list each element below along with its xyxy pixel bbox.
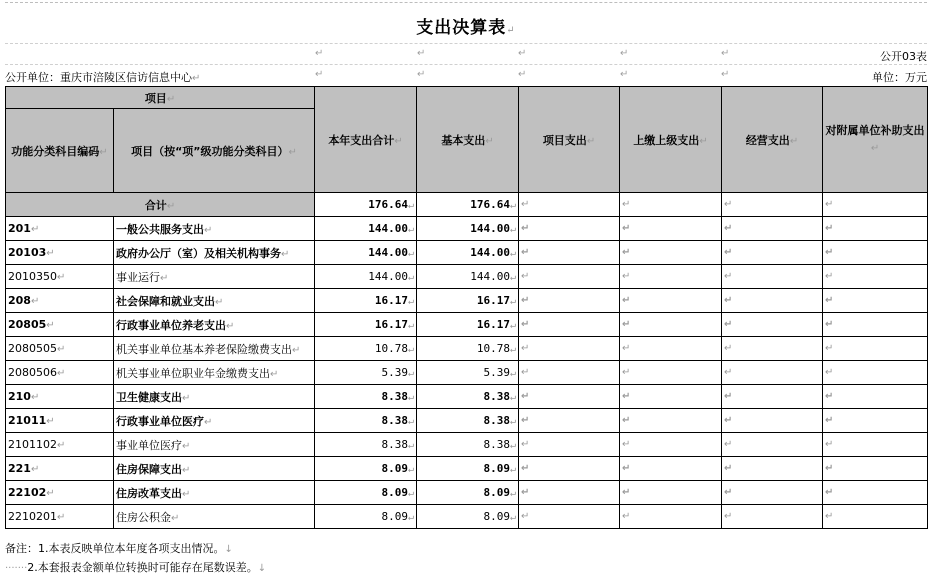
paragraph-mark: ↵ [407,416,415,427]
code-cell [6,481,114,505]
paragraph-mark: ↵ [620,48,629,59]
basic-value: 8.09 [483,510,510,523]
name-value: 事业运行 [116,270,160,284]
paragraph-mark: ↵ [509,344,517,355]
paragraph-mark: ↵ [509,512,517,523]
empty-cell: ↵ [620,265,722,289]
empty-cell: ↵ [722,433,823,457]
basic-cell [417,337,519,361]
name-cell [114,433,315,457]
note-line-1 [5,540,233,556]
paragraph-mark: ↵ [204,224,213,236]
empty-cell: ↵ [823,481,928,505]
empty-cell: ↵ [620,217,722,241]
total-cell [315,457,417,481]
basic-value: 10.78 [476,342,510,355]
name-value: 住房改革支出 [116,486,182,500]
paragraph-mark: ↵ [407,512,415,523]
empty-cell: ↵ [620,289,722,313]
name-cell [114,289,315,313]
paragraph-mark: ↵ [407,272,415,283]
empty-cell: ↵ [823,289,928,313]
header-project-expense [519,87,620,193]
paragraph-mark: ↵ [30,296,40,307]
paragraph-mark: ↵ [99,146,108,158]
name-cell [114,481,315,505]
empty-cell: ↵ [519,457,620,481]
code-cell [6,505,114,529]
paragraph-mark: ↵ [407,488,415,499]
basic-value: 8.38 [483,414,510,427]
basic-value: 8.09 [483,486,510,499]
paragraph-mark: ↵ [407,320,415,331]
paragraph-mark: ↵ [417,48,426,59]
table-row [6,313,928,337]
header-upper-remit [620,87,722,193]
empty-cell: ↵ [823,193,928,217]
paragraph-mark: ↵ [518,48,527,59]
basic-value: 144.00 [470,246,510,259]
summary-label: 合计 [144,198,167,212]
paragraph-mark: ↵ [699,135,708,147]
total-cell [315,433,417,457]
leader-dots: ······· [5,563,28,574]
name-value: 住房保障支出 [116,462,182,476]
name-value: 一般公共服务支出 [116,222,204,236]
paragraph-mark: ↵ [182,392,191,404]
paragraph-mark: ↵ [57,440,66,451]
paragraph-mark: ↵ [182,464,191,476]
name-value: 社会保障和就业支出 [116,294,215,308]
paragraph-mark: ↵ [509,392,517,403]
empty-cell: ↵ [620,385,722,409]
empty-cell: ↵ [823,457,928,481]
note-2-text: 2.本套报表金额单位转换时可能存在尾数误差。 [27,561,258,574]
basic-cell [417,217,519,241]
name-value: 事业单位医疗 [116,438,182,452]
empty-cell: ↵ [823,313,928,337]
code-cell [6,241,114,265]
code-value: 2210201 [8,510,57,523]
publishing-unit [5,69,200,85]
basic-value: 16.17 [476,294,510,307]
summary-total-cell [315,193,417,217]
empty-cell: ↵ [519,337,620,361]
summary-total-value: 176.64 [368,198,408,211]
name-value: 机关事业单位职业年金缴费支出 [116,366,270,380]
table-row [6,409,928,433]
basic-cell [417,385,519,409]
total-value: 8.09 [381,510,408,523]
code-value: 221 [8,462,31,475]
paragraph-mark: ↵ [288,146,297,158]
paragraph-mark: ↵ [509,248,517,259]
total-value: 144.00 [368,246,408,259]
title-row [5,2,927,43]
paragraph-mark: ↵ [226,320,235,332]
header-basic-label: 基本支出 [441,133,486,147]
table-row [6,385,928,409]
empty-cell: ↵ [823,433,928,457]
summary-basic-value: 176.64 [470,198,510,211]
basic-cell [417,481,519,505]
paragraph-mark: ↵ [171,512,180,524]
name-value: 住房公积金 [116,510,171,524]
table-row [6,505,928,529]
empty-cell: ↵ [620,481,722,505]
empty-cell: ↵ [620,409,722,433]
empty-cell: ↵ [823,385,928,409]
paragraph-mark: ↵ [407,248,415,259]
total-cell [315,385,417,409]
paragraph-mark: ↵ [166,93,176,105]
paragraph-mark: ↵ [721,69,730,80]
paragraph-mark: ↵ [270,368,279,380]
empty-cell: ↵ [620,337,722,361]
paragraph-mark: ↵ [509,488,517,499]
total-value: 16.17 [374,318,408,331]
paragraph-mark: ↵ [407,368,415,379]
form-number: 公开03表 [880,50,927,63]
table-row [6,241,928,265]
name-cell [114,313,315,337]
code-value: 22102 [8,486,47,499]
empty-cell: ↵ [620,457,722,481]
empty-cell: ↵ [519,313,620,337]
empty-cell: ↵ [722,409,823,433]
header-subsidy-label: 对附属单位补助支出 [825,124,925,137]
total-cell [315,481,417,505]
code-cell [6,217,114,241]
paragraph-mark: ↵ [620,69,629,80]
basic-cell [417,313,519,337]
empty-cell: ↵ [519,433,620,457]
header-func-code [6,109,114,193]
code-value: 21011 [8,414,47,427]
code-value: 2080505 [8,342,57,355]
title-text: 支出决算表 [416,18,507,38]
total-cell [315,361,417,385]
paragraph-mark: ↵ [204,416,213,428]
code-cell [6,433,114,457]
code-cell [6,457,114,481]
total-value: 8.09 [381,486,408,499]
total-value: 8.38 [381,390,408,403]
empty-cell: ↵ [722,193,823,217]
table-row [6,337,928,361]
code-value: 210 [8,390,31,403]
header-func-name-label: 项目（按“项”级功能分类科目） [131,144,289,158]
paragraph-mark: ↵ [407,200,415,211]
empty-cell: ↵ [519,409,620,433]
empty-cell: ↵ [722,385,823,409]
paragraph-mark: ↵ [57,368,66,379]
summary-row [6,193,928,217]
table-row [6,361,928,385]
paragraph-mark: ↵ [509,200,517,211]
empty-cell: ↵ [620,505,722,529]
expenditure-table [5,86,928,529]
line-break-mark: ↓ [224,544,233,555]
paragraph-mark: ↵ [30,464,40,475]
paragraph-mark: ↵ [160,272,169,284]
paragraph-mark: ↵ [30,224,40,235]
code-cell [6,361,114,385]
paragraph-mark: ↵ [417,69,426,80]
paragraph-mark: ↵ [407,344,415,355]
paragraph-mark: ↵ [789,135,799,147]
name-cell [114,457,315,481]
header-business [722,87,823,193]
basic-cell [417,265,519,289]
code-cell [6,289,114,313]
name-value: 机关事业单位基本养老保险缴费支出 [116,342,292,356]
total-value: 144.00 [368,222,408,235]
empty-cell: ↵ [722,505,823,529]
paragraph-mark: ↵ [166,200,176,212]
code-cell [6,337,114,361]
meta-row-form-no [5,43,927,66]
code-value: 201 [8,222,31,235]
header-total [315,87,417,193]
header-func-code-label: 功能分类科目编码 [11,144,100,158]
total-cell [315,409,417,433]
note-line-2 [5,559,266,575]
empty-cell: ↵ [823,361,928,385]
total-cell [315,217,417,241]
total-value: 10.78 [374,342,408,355]
paragraph-mark: ↵ [509,224,517,235]
code-cell [6,409,114,433]
paragraph-mark: ↵ [315,69,324,80]
paragraph-mark: ↵ [46,488,55,499]
empty-cell: ↵ [722,457,823,481]
paragraph-mark: ↵ [281,248,290,260]
empty-cell: ↵ [519,265,620,289]
paragraph-mark: ↵ [870,143,880,154]
empty-cell: ↵ [823,241,928,265]
empty-cell: ↵ [823,337,928,361]
summary-basic-cell [417,193,519,217]
basic-value: 144.00 [470,270,510,283]
paragraph-mark: ↵ [394,135,403,147]
table-row [6,481,928,505]
empty-cell: ↵ [823,505,928,529]
table-row [6,217,928,241]
paragraph-mark: ↵ [182,488,191,500]
empty-cell: ↵ [620,241,722,265]
header-project-expense-label: 项目支出 [542,133,587,147]
empty-cell: ↵ [620,361,722,385]
empty-cell: ↵ [519,505,620,529]
code-cell [6,385,114,409]
paragraph-mark: ↵ [292,344,301,356]
paragraph-mark: ↵ [315,48,324,59]
paragraph-mark: ↵ [46,248,55,259]
empty-cell: ↵ [823,409,928,433]
paragraph-mark: ↵ [407,392,415,403]
paragraph-mark: ↵ [509,464,517,475]
empty-cell: ↵ [722,241,823,265]
paragraph-mark: ↵ [57,272,66,283]
basic-value: 8.38 [483,390,510,403]
basic-value: 16.17 [476,318,510,331]
empty-cell: ↵ [722,481,823,505]
total-value: 8.38 [381,414,408,427]
empty-cell: ↵ [519,481,620,505]
basic-cell [417,433,519,457]
paragraph-mark: ↵ [215,296,224,308]
paragraph-mark: ↵ [509,368,517,379]
paragraph-mark: ↵ [485,135,494,147]
document-title [5,13,927,38]
code-cell [6,313,114,337]
name-cell [114,385,315,409]
basic-cell [417,361,519,385]
name-value: 行政事业单位养老支出 [116,318,226,332]
name-cell [114,241,315,265]
name-value: 行政事业单位医疗 [116,414,204,428]
basic-cell [417,457,519,481]
paragraph-mark: ↵ [509,296,517,307]
code-value: 208 [8,294,31,307]
basic-value: 8.38 [483,438,510,451]
name-cell [114,337,315,361]
name-cell [114,361,315,385]
header-total-label: 本年支出合计 [328,133,395,147]
paragraph-mark: ↵ [407,440,415,451]
header-business-label: 经营支出 [745,133,790,147]
empty-cell: ↵ [722,265,823,289]
basic-value: 8.09 [483,462,510,475]
table-row [6,289,928,313]
paragraph-mark: ↵ [509,416,517,427]
unit-name: 重庆市涪陵区信访信息中心 [60,71,192,84]
paragraph-mark: ↵ [586,135,596,147]
paragraph-mark: ↵ [182,440,191,452]
name-cell [114,217,315,241]
header-upper-remit-label: 上缴上级支出 [633,133,700,147]
line-break-mark: ↓ [257,563,267,574]
total-cell [315,265,417,289]
total-cell [315,505,417,529]
header-basic [417,87,519,193]
name-cell [114,505,315,529]
total-cell [315,241,417,265]
empty-cell: ↵ [620,193,722,217]
header-func-name [114,109,315,193]
paragraph-mark: ↵ [506,25,516,36]
header-subsidy [823,87,928,193]
table-row [6,433,928,457]
paragraph-mark: ↵ [407,464,415,475]
paragraph-mark: ↵ [46,320,55,331]
table-row [6,457,928,481]
empty-cell: ↵ [722,289,823,313]
paragraph-mark: ↵ [407,224,415,235]
empty-cell: ↵ [519,217,620,241]
currency-unit: 单位：万元 [872,71,927,84]
code-value: 2101102 [8,438,57,451]
meta-row-unit [5,64,927,87]
name-cell [114,409,315,433]
code-value: 2010350 [8,270,57,283]
paragraph-mark: ↵ [57,344,66,355]
total-value: 5.39 [381,366,408,379]
paragraph-mark: ↵ [721,48,730,59]
paragraph-mark: ↵ [30,392,40,403]
total-cell [315,337,417,361]
basic-cell [417,289,519,313]
basic-cell [417,409,519,433]
basic-cell [417,505,519,529]
paragraph-mark: ↵ [518,69,527,80]
table-row [6,265,928,289]
empty-cell: ↵ [519,361,620,385]
empty-cell: ↵ [722,217,823,241]
basic-value: 5.39 [483,366,510,379]
code-value: 20805 [8,318,47,331]
empty-cell: ↵ [823,265,928,289]
code-value: 20103 [8,246,47,259]
paragraph-mark: ↵ [509,272,517,283]
code-cell [6,265,114,289]
paragraph-mark: ↵ [407,296,415,307]
name-value: 政府办公厅（室）及相关机构事务 [116,246,281,260]
summary-label-cell [6,193,315,217]
code-value: 2080506 [8,366,57,379]
empty-cell: ↵ [519,241,620,265]
total-value: 16.17 [374,294,408,307]
empty-cell: ↵ [519,193,620,217]
total-value: 8.38 [381,438,408,451]
total-value: 144.00 [368,270,408,283]
empty-cell: ↵ [722,337,823,361]
paragraph-mark: ↵ [57,512,66,523]
total-cell [315,313,417,337]
header-project [6,87,315,109]
empty-cell: ↵ [519,289,620,313]
empty-cell: ↵ [823,217,928,241]
paragraph-mark: ↵ [192,73,201,84]
paragraph-mark: ↵ [509,440,517,451]
header-project-label: 项目 [144,91,167,105]
empty-cell: ↵ [722,313,823,337]
basic-value: 144.00 [470,222,510,235]
note-1-text: 备注：1.本表反映单位本年度各项支出情况。 [5,542,225,555]
name-cell [114,265,315,289]
empty-cell: ↵ [722,361,823,385]
basic-cell [417,241,519,265]
name-value: 卫生健康支出 [116,390,182,404]
paragraph-mark: ↵ [509,320,517,331]
unit-label: 公开单位： [5,71,60,84]
empty-cell: ↵ [620,433,722,457]
total-value: 8.09 [381,462,408,475]
empty-cell: ↵ [519,385,620,409]
total-cell [315,289,417,313]
empty-cell: ↵ [620,313,722,337]
paragraph-mark: ↵ [46,416,55,427]
